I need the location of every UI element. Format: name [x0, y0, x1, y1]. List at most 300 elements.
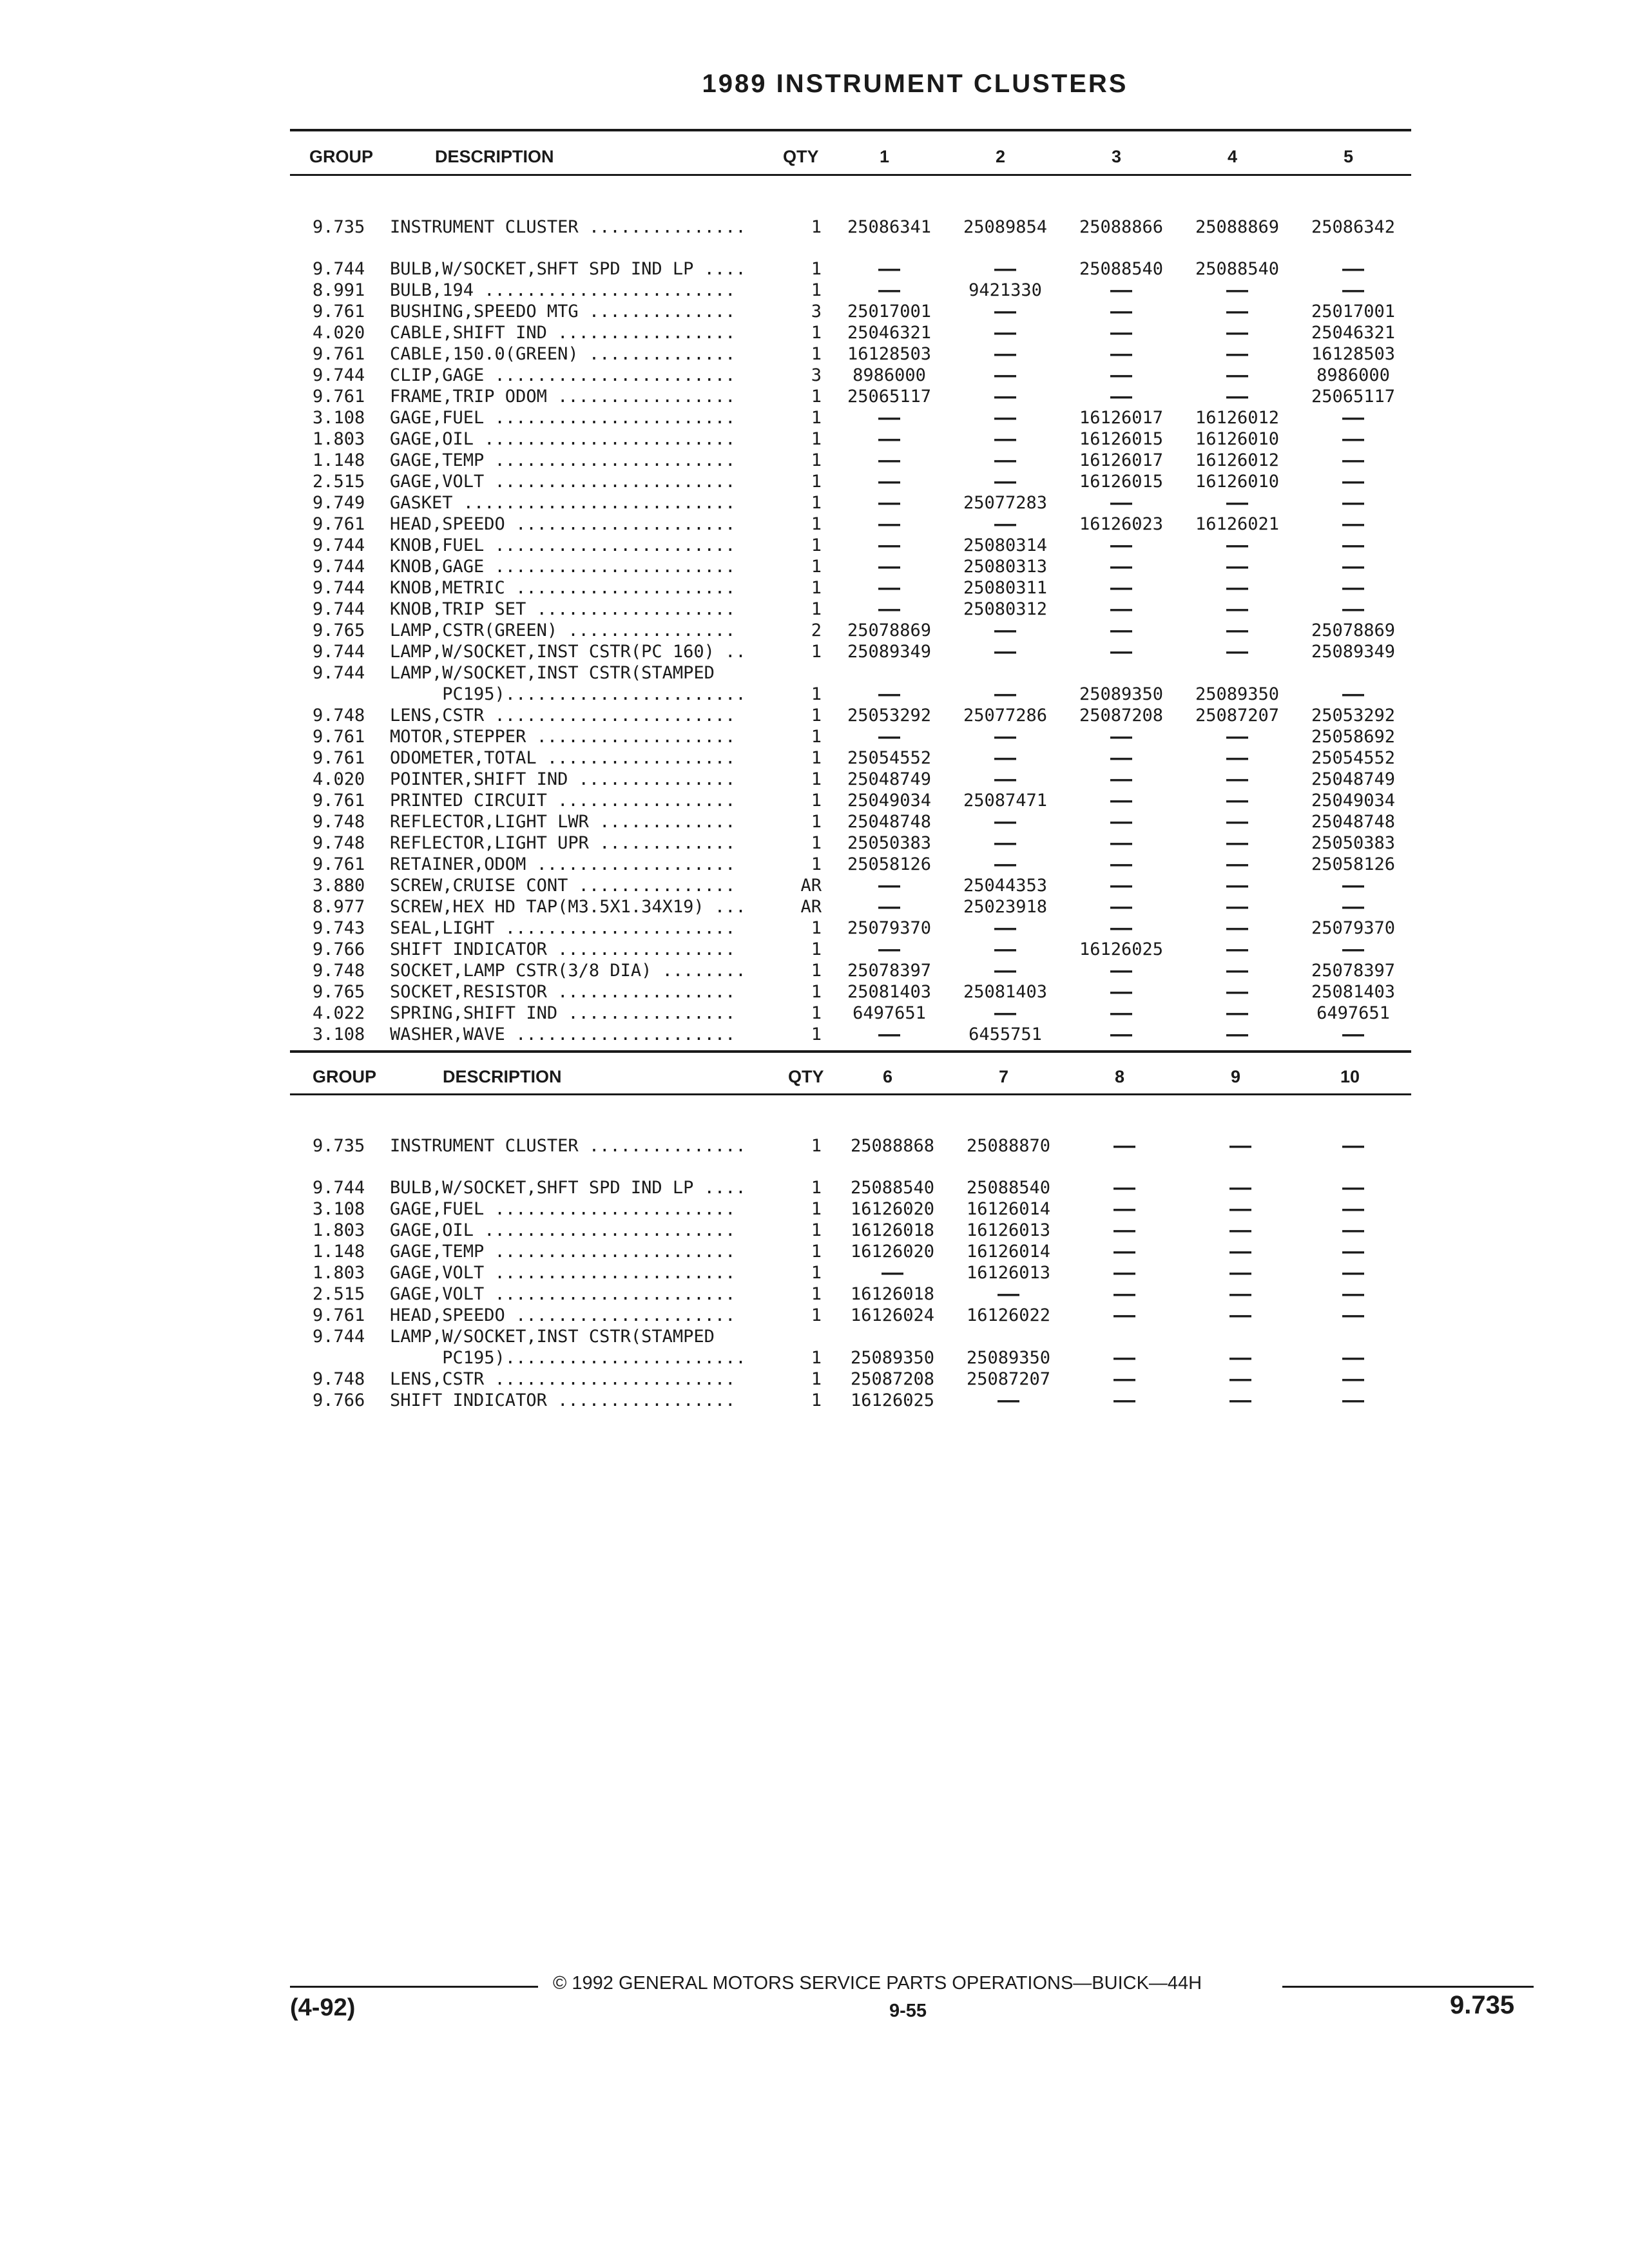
part-number-cell: 25017001	[847, 302, 932, 322]
group-cell: 9.765	[313, 982, 365, 1002]
dash-cell: —	[1342, 937, 1364, 961]
part-number-cell: 25081403	[1311, 982, 1396, 1002]
group-cell: 9.744	[313, 259, 365, 279]
dash-cell: —	[1229, 1367, 1251, 1391]
qty-cell: 1	[811, 217, 822, 237]
group-cell: 9.761	[313, 387, 365, 407]
part-number-cell: 16126025	[850, 1390, 935, 1410]
dash-cell: —	[878, 533, 900, 557]
dash-cell: —	[1342, 256, 1364, 281]
footer-rule-right	[1282, 1986, 1534, 1988]
description-cell: GAGE,TEMP .......................	[390, 450, 736, 470]
dash-cell: —	[1342, 512, 1364, 536]
table-row	[293, 407, 1408, 428]
qty-cell: 1	[811, 1136, 822, 1156]
table-row	[293, 684, 1408, 705]
qty-header: QTY	[783, 147, 819, 166]
description-cell: LAMP,CSTR(GREEN) ................	[390, 620, 736, 640]
qty-cell: AR	[800, 876, 822, 896]
description-cell: GAGE,VOLT .......................	[390, 472, 736, 492]
qty-cell: 1	[811, 1348, 822, 1368]
dash-cell: —	[1226, 852, 1248, 876]
dash-cell: —	[1226, 831, 1248, 855]
group-cell: 1.148	[313, 450, 365, 470]
description-cell: SCREW,HEX HD TAP(M3.5X1.34X19) ...	[390, 897, 746, 917]
table-row	[293, 535, 1408, 556]
table-row	[293, 705, 1408, 726]
description-header: DESCRIPTION	[435, 147, 554, 166]
dash-cell: —	[878, 469, 900, 494]
dash-cell: —	[1113, 1196, 1135, 1221]
part-number-cell: 16126010	[1195, 429, 1280, 449]
part-number-cell: 25088868	[850, 1136, 935, 1156]
table-row	[293, 599, 1408, 620]
group-cell: 4.022	[313, 1003, 365, 1023]
part-number-cell: 16126020	[850, 1199, 935, 1219]
dash-cell: —	[1110, 1022, 1132, 1046]
part-number-cell: 25078869	[1311, 620, 1396, 640]
dash-cell: —	[1226, 979, 1248, 1004]
dash-cell: —	[998, 1388, 1019, 1412]
dash-cell: —	[1342, 1388, 1364, 1412]
dash-cell: —	[994, 320, 1016, 345]
table-row	[293, 747, 1408, 769]
group-cell: 9.744	[313, 535, 365, 555]
dash-cell: —	[1229, 1303, 1251, 1327]
table-row	[293, 556, 1408, 577]
dash-cell: —	[1110, 788, 1132, 812]
footer-copyright: © 1992 GENERAL MOTORS SERVICE PARTS OPERATIONS—BUICK—44H	[553, 1973, 1202, 1994]
table-row	[293, 343, 1408, 365]
col1-header: 1	[880, 147, 890, 166]
description-cell: BULB,W/SOCKET,SHFT SPD IND LP ....	[390, 1178, 746, 1198]
table-row	[293, 450, 1408, 471]
dash-cell: —	[1110, 533, 1132, 557]
footer-page-number: 9-55	[889, 2001, 927, 2021]
description-cell: GAGE,VOLT .......................	[390, 1263, 736, 1283]
table-row	[293, 854, 1408, 875]
description-cell: LAMP,W/SOCKET,INST CSTR(STAMPED	[390, 663, 715, 683]
group-cell: 9.735	[313, 217, 365, 237]
qty-cell: 1	[811, 1220, 822, 1240]
part-number-cell: 25058126	[1311, 854, 1396, 874]
description-cell: LAMP,W/SOCKET,INST CSTR(STAMPED	[390, 1327, 715, 1347]
group-cell: 9.744	[313, 578, 365, 598]
table-row	[293, 1283, 1408, 1305]
dash-cell: —	[1113, 1367, 1135, 1391]
description-cell: FRAME,TRIP ODOM .................	[390, 387, 736, 407]
qty-cell: AR	[800, 897, 822, 917]
table-row	[293, 769, 1408, 790]
dash-cell: —	[1226, 724, 1248, 749]
part-number-cell: 25048748	[847, 812, 932, 832]
dash-cell: —	[1226, 320, 1248, 345]
dash-cell: —	[994, 767, 1016, 791]
dash-cell: —	[878, 937, 900, 961]
dash-cell: —	[1342, 533, 1364, 557]
table-row	[293, 832, 1408, 854]
part-number-cell: 25053292	[847, 706, 932, 726]
table1-header	[293, 142, 1408, 171]
table-row	[293, 875, 1408, 896]
dash-cell: —	[1110, 278, 1132, 302]
group-cell: 8.977	[313, 897, 365, 917]
part-number-cell: 25088540	[850, 1178, 935, 1198]
group-cell: 9.748	[313, 961, 365, 981]
dash-cell: —	[1226, 809, 1248, 834]
dash-cell: —	[1342, 490, 1364, 515]
part-number-cell: 16128503	[1311, 344, 1396, 364]
dash-cell: —	[1110, 490, 1132, 515]
col3-header: 3	[1112, 147, 1122, 166]
table1-top-rule	[290, 129, 1411, 131]
qty-cell: 1	[811, 535, 822, 555]
dash-cell: —	[1226, 937, 1248, 961]
part-number-cell: 16126014	[966, 1199, 1051, 1219]
part-number-cell: 25087207	[966, 1369, 1051, 1389]
description-cell: KNOB,METRIC .....................	[390, 578, 736, 598]
dash-cell: —	[878, 873, 900, 898]
part-number-cell: 25080311	[963, 578, 1048, 598]
part-number-cell: 25088870	[966, 1136, 1051, 1156]
qty-cell: 1	[811, 1305, 822, 1325]
group-cell: 9.761	[313, 514, 365, 534]
description-cell: MOTOR,STEPPER ...................	[390, 727, 736, 747]
group-cell: 9.761	[313, 1305, 365, 1325]
group-cell: 2.515	[313, 1284, 365, 1304]
dash-cell: —	[1229, 1388, 1251, 1412]
part-number-cell: 25088869	[1195, 217, 1280, 237]
group-cell: 3.108	[313, 408, 365, 428]
qty-cell: 1	[811, 1284, 822, 1304]
dash-cell: —	[994, 341, 1016, 366]
part-number-cell: 25087207	[1195, 706, 1280, 726]
dash-cell: —	[1229, 1218, 1251, 1242]
part-number-cell: 25088540	[966, 1178, 1051, 1198]
dash-cell: —	[994, 639, 1016, 664]
dash-cell: —	[1110, 1001, 1132, 1025]
dash-cell: —	[1229, 1239, 1251, 1264]
dash-cell: —	[878, 575, 900, 600]
part-number-cell: 8986000	[853, 365, 926, 385]
description-cell: HEAD,SPEEDO .....................	[390, 1305, 736, 1325]
table-row	[293, 428, 1408, 450]
dash-cell: —	[994, 427, 1016, 451]
table-row	[293, 216, 1408, 238]
dash-cell: —	[1110, 873, 1132, 898]
description-cell: INSTRUMENT CLUSTER ...............	[390, 217, 746, 237]
table-row	[293, 1347, 1408, 1369]
col6-header: 6	[883, 1067, 893, 1086]
group-cell: 3.108	[313, 1199, 365, 1219]
qty-header: QTY	[788, 1067, 824, 1086]
dash-cell: —	[994, 469, 1016, 494]
dash-cell: —	[994, 852, 1016, 876]
dash-cell: —	[1342, 1303, 1364, 1327]
dash-cell: —	[1226, 958, 1248, 983]
qty-cell: 1	[811, 684, 822, 704]
dash-cell: —	[994, 745, 1016, 770]
dash-cell: —	[1342, 554, 1364, 579]
group-cell: 3.108	[313, 1024, 365, 1044]
dash-cell: —	[1110, 384, 1132, 408]
description-cell: POINTER,SHIFT IND ...............	[390, 769, 736, 789]
group-cell: 9.765	[313, 620, 365, 640]
part-number-cell: 16126015	[1079, 429, 1164, 449]
dash-cell: —	[1110, 320, 1132, 345]
group-cell: 9.744	[313, 642, 365, 662]
dash-cell: —	[878, 554, 900, 579]
group-cell: 9.744	[313, 663, 365, 683]
dash-cell: —	[994, 809, 1016, 834]
table-row	[293, 939, 1408, 960]
part-number-cell: 6455751	[969, 1024, 1042, 1044]
dash-cell: —	[1226, 873, 1248, 898]
part-number-cell: 16126022	[966, 1305, 1051, 1325]
description-cell: SOCKET,RESISTOR .................	[390, 982, 736, 1002]
dash-cell: —	[994, 618, 1016, 642]
qty-cell: 1	[811, 982, 822, 1002]
table-row	[293, 918, 1408, 939]
part-number-cell: 6497651	[853, 1003, 926, 1023]
table-row	[293, 1024, 1408, 1045]
group-cell: 9.748	[313, 1369, 365, 1389]
part-number-cell: 16126014	[966, 1242, 1051, 1262]
dash-cell: —	[1113, 1218, 1135, 1242]
dash-cell: —	[878, 894, 900, 919]
part-number-cell: 25089350	[850, 1348, 935, 1368]
description-cell: SPRING,SHIFT IND ................	[390, 1003, 736, 1023]
dash-cell: —	[1113, 1175, 1135, 1200]
page-title: 1989 INSTRUMENT CLUSTERS	[702, 70, 1128, 98]
description-cell: BUSHING,SPEEDO MTG ..............	[390, 302, 736, 322]
dash-cell: —	[994, 831, 1016, 855]
table-row	[293, 1305, 1408, 1326]
dash-cell: —	[878, 490, 900, 515]
part-number-cell: 16126018	[850, 1284, 935, 1304]
part-number-cell: 16126015	[1079, 472, 1164, 492]
table-row	[293, 577, 1408, 599]
qty-cell: 1	[811, 1199, 822, 1219]
dash-cell: —	[1110, 299, 1132, 323]
part-number-cell: 25048749	[847, 769, 932, 789]
dash-cell: —	[994, 256, 1016, 281]
group-cell: 9.744	[313, 599, 365, 619]
part-number-cell: 16126018	[850, 1220, 935, 1240]
description-cell: SHIFT INDICATOR .................	[390, 1390, 736, 1410]
dash-cell: —	[878, 512, 900, 536]
dash-cell: —	[1226, 916, 1248, 940]
part-number-cell: 25087208	[850, 1369, 935, 1389]
dash-cell: —	[994, 299, 1016, 323]
table-row	[293, 1326, 1408, 1347]
part-number-cell: 25023918	[963, 897, 1048, 917]
qty-cell: 1	[811, 1242, 822, 1262]
dash-cell: —	[1110, 724, 1132, 749]
group-cell: 9.744	[313, 365, 365, 385]
dash-cell: —	[1110, 575, 1132, 600]
dash-cell: —	[1113, 1388, 1135, 1412]
dash-cell: —	[1226, 341, 1248, 366]
dash-cell: —	[882, 1260, 903, 1285]
part-number-cell: 25080314	[963, 535, 1048, 555]
part-number-cell: 16126012	[1195, 408, 1280, 428]
footer-revision: (4-92)	[290, 1994, 356, 2021]
part-number-cell: 25065117	[1311, 387, 1396, 407]
part-number-cell: 16128503	[847, 344, 932, 364]
description-cell: GAGE,OIL ........................	[390, 1220, 736, 1240]
qty-cell: 2	[811, 620, 822, 640]
description-cell: KNOB,GAGE .......................	[390, 557, 736, 577]
part-number-cell: 16126020	[850, 1242, 935, 1262]
dash-cell: —	[1110, 958, 1132, 983]
part-number-cell: 16126013	[966, 1263, 1051, 1283]
dash-cell: —	[1342, 405, 1364, 430]
dash-cell: —	[1229, 1196, 1251, 1221]
group-cell: 4.020	[313, 769, 365, 789]
table-row	[293, 1135, 1408, 1157]
description-cell: REFLECTOR,LIGHT UPR .............	[390, 833, 736, 853]
qty-cell: 3	[811, 302, 822, 322]
description-header: DESCRIPTION	[443, 1067, 562, 1086]
table-row	[293, 960, 1408, 981]
part-number-cell: 8986000	[1316, 365, 1390, 385]
dash-cell: —	[1110, 341, 1132, 366]
part-number-cell: 25054552	[1311, 748, 1396, 768]
dash-cell: —	[1226, 554, 1248, 579]
group-cell: 9.749	[313, 493, 365, 513]
part-number-cell: 16126025	[1079, 939, 1164, 959]
table-row	[293, 514, 1408, 535]
qty-cell: 1	[811, 323, 822, 343]
dash-cell: —	[994, 916, 1016, 940]
dash-cell: —	[1113, 1303, 1135, 1327]
dash-cell: —	[1342, 1345, 1364, 1370]
part-number-cell: 25078397	[1311, 961, 1396, 981]
part-number-cell: 25089349	[847, 642, 932, 662]
dash-cell: —	[1226, 745, 1248, 770]
description-cell: HEAD,SPEEDO .....................	[390, 514, 736, 534]
dash-cell: —	[878, 256, 900, 281]
part-number-cell: 16126023	[1079, 514, 1164, 534]
group-cell: 9.735	[313, 1136, 365, 1156]
description-cell: GAGE,TEMP .......................	[390, 1242, 736, 1262]
dash-cell: —	[994, 448, 1016, 472]
group-cell: 9.744	[313, 1178, 365, 1198]
part-number-cell: 25065117	[847, 387, 932, 407]
dash-cell: —	[994, 363, 1016, 387]
col10-header: 10	[1340, 1067, 1360, 1086]
qty-cell: 1	[811, 472, 822, 492]
dash-cell: —	[1226, 788, 1248, 812]
part-number-cell: 25089349	[1311, 642, 1396, 662]
dash-cell: —	[1342, 873, 1364, 898]
dash-cell: —	[878, 1022, 900, 1046]
description-cell: PRINTED CIRCUIT .................	[390, 791, 736, 811]
part-number-cell: 16126017	[1079, 450, 1164, 470]
dash-cell: —	[1113, 1260, 1135, 1285]
part-number-cell: 25089350	[1079, 684, 1164, 704]
col2-header: 2	[996, 147, 1006, 166]
qty-cell: 1	[811, 1178, 822, 1198]
dash-cell: —	[1342, 1282, 1364, 1306]
qty-cell: 1	[811, 854, 822, 874]
table-row	[293, 365, 1408, 386]
dash-cell: —	[1229, 1345, 1251, 1370]
table-row	[293, 301, 1408, 322]
qty-cell: 1	[811, 1263, 822, 1283]
qty-cell: 1	[811, 557, 822, 577]
table-row	[293, 492, 1408, 514]
part-number-cell: 16126013	[966, 1220, 1051, 1240]
dash-cell: —	[1226, 618, 1248, 642]
part-number-cell: 16126024	[850, 1305, 935, 1325]
dash-cell: —	[1342, 1196, 1364, 1221]
table-row	[293, 662, 1408, 684]
group-cell: 1.148	[313, 1242, 365, 1262]
description-cell: LAMP,W/SOCKET,INST CSTR(PC 160) ..	[390, 642, 746, 662]
table-row	[293, 386, 1408, 407]
description-cell: PC195).......................	[390, 684, 746, 704]
part-number-cell: 16126012	[1195, 450, 1280, 470]
table-row	[293, 280, 1408, 301]
dash-cell: —	[1110, 979, 1132, 1004]
group-cell: 2.515	[313, 472, 365, 492]
table-row	[293, 981, 1408, 1003]
dash-cell: —	[1342, 469, 1364, 494]
part-number-cell: 25049034	[1311, 791, 1396, 811]
footer-group-number: 9.735	[1450, 1991, 1515, 2019]
qty-cell: 1	[811, 1369, 822, 1389]
dash-cell: —	[1110, 597, 1132, 621]
qty-cell: 1	[811, 1024, 822, 1044]
group-cell: 8.991	[313, 280, 365, 300]
description-cell: GASKET ..........................	[390, 493, 736, 513]
dash-cell: —	[1342, 1260, 1364, 1285]
group-header: GROUP	[309, 147, 374, 166]
table-row	[293, 620, 1408, 641]
description-cell: SCREW,CRUISE CONT ...............	[390, 876, 736, 896]
dash-cell: —	[1110, 639, 1132, 664]
part-number-cell: 25088540	[1079, 259, 1164, 279]
description-cell: PC195).......................	[390, 1348, 746, 1368]
group-cell: 4.020	[313, 323, 365, 343]
dash-cell: —	[1110, 767, 1132, 791]
qty-cell: 1	[811, 961, 822, 981]
dash-cell: —	[1113, 1345, 1135, 1370]
description-cell: KNOB,FUEL .......................	[390, 535, 736, 555]
parts-table-1	[293, 142, 1408, 1045]
dash-cell: —	[1110, 363, 1132, 387]
description-cell: GAGE,FUEL .......................	[390, 408, 736, 428]
dash-cell: —	[1226, 1001, 1248, 1025]
dash-cell: —	[1226, 639, 1248, 664]
table-row	[293, 896, 1408, 918]
dash-cell: —	[1110, 618, 1132, 642]
description-cell: RETAINER,ODOM ...................	[390, 854, 736, 874]
group-cell: 9.761	[313, 748, 365, 768]
dash-cell: —	[878, 597, 900, 621]
part-number-cell: 6497651	[1316, 1003, 1390, 1023]
table-row	[293, 258, 1408, 280]
dash-cell: —	[1342, 575, 1364, 600]
table-row	[293, 726, 1408, 747]
table-row	[293, 1198, 1408, 1220]
dash-cell: —	[1226, 490, 1248, 515]
dash-cell: —	[1229, 1260, 1251, 1285]
table2-rows	[293, 1091, 1408, 1411]
table-row	[293, 1003, 1408, 1024]
